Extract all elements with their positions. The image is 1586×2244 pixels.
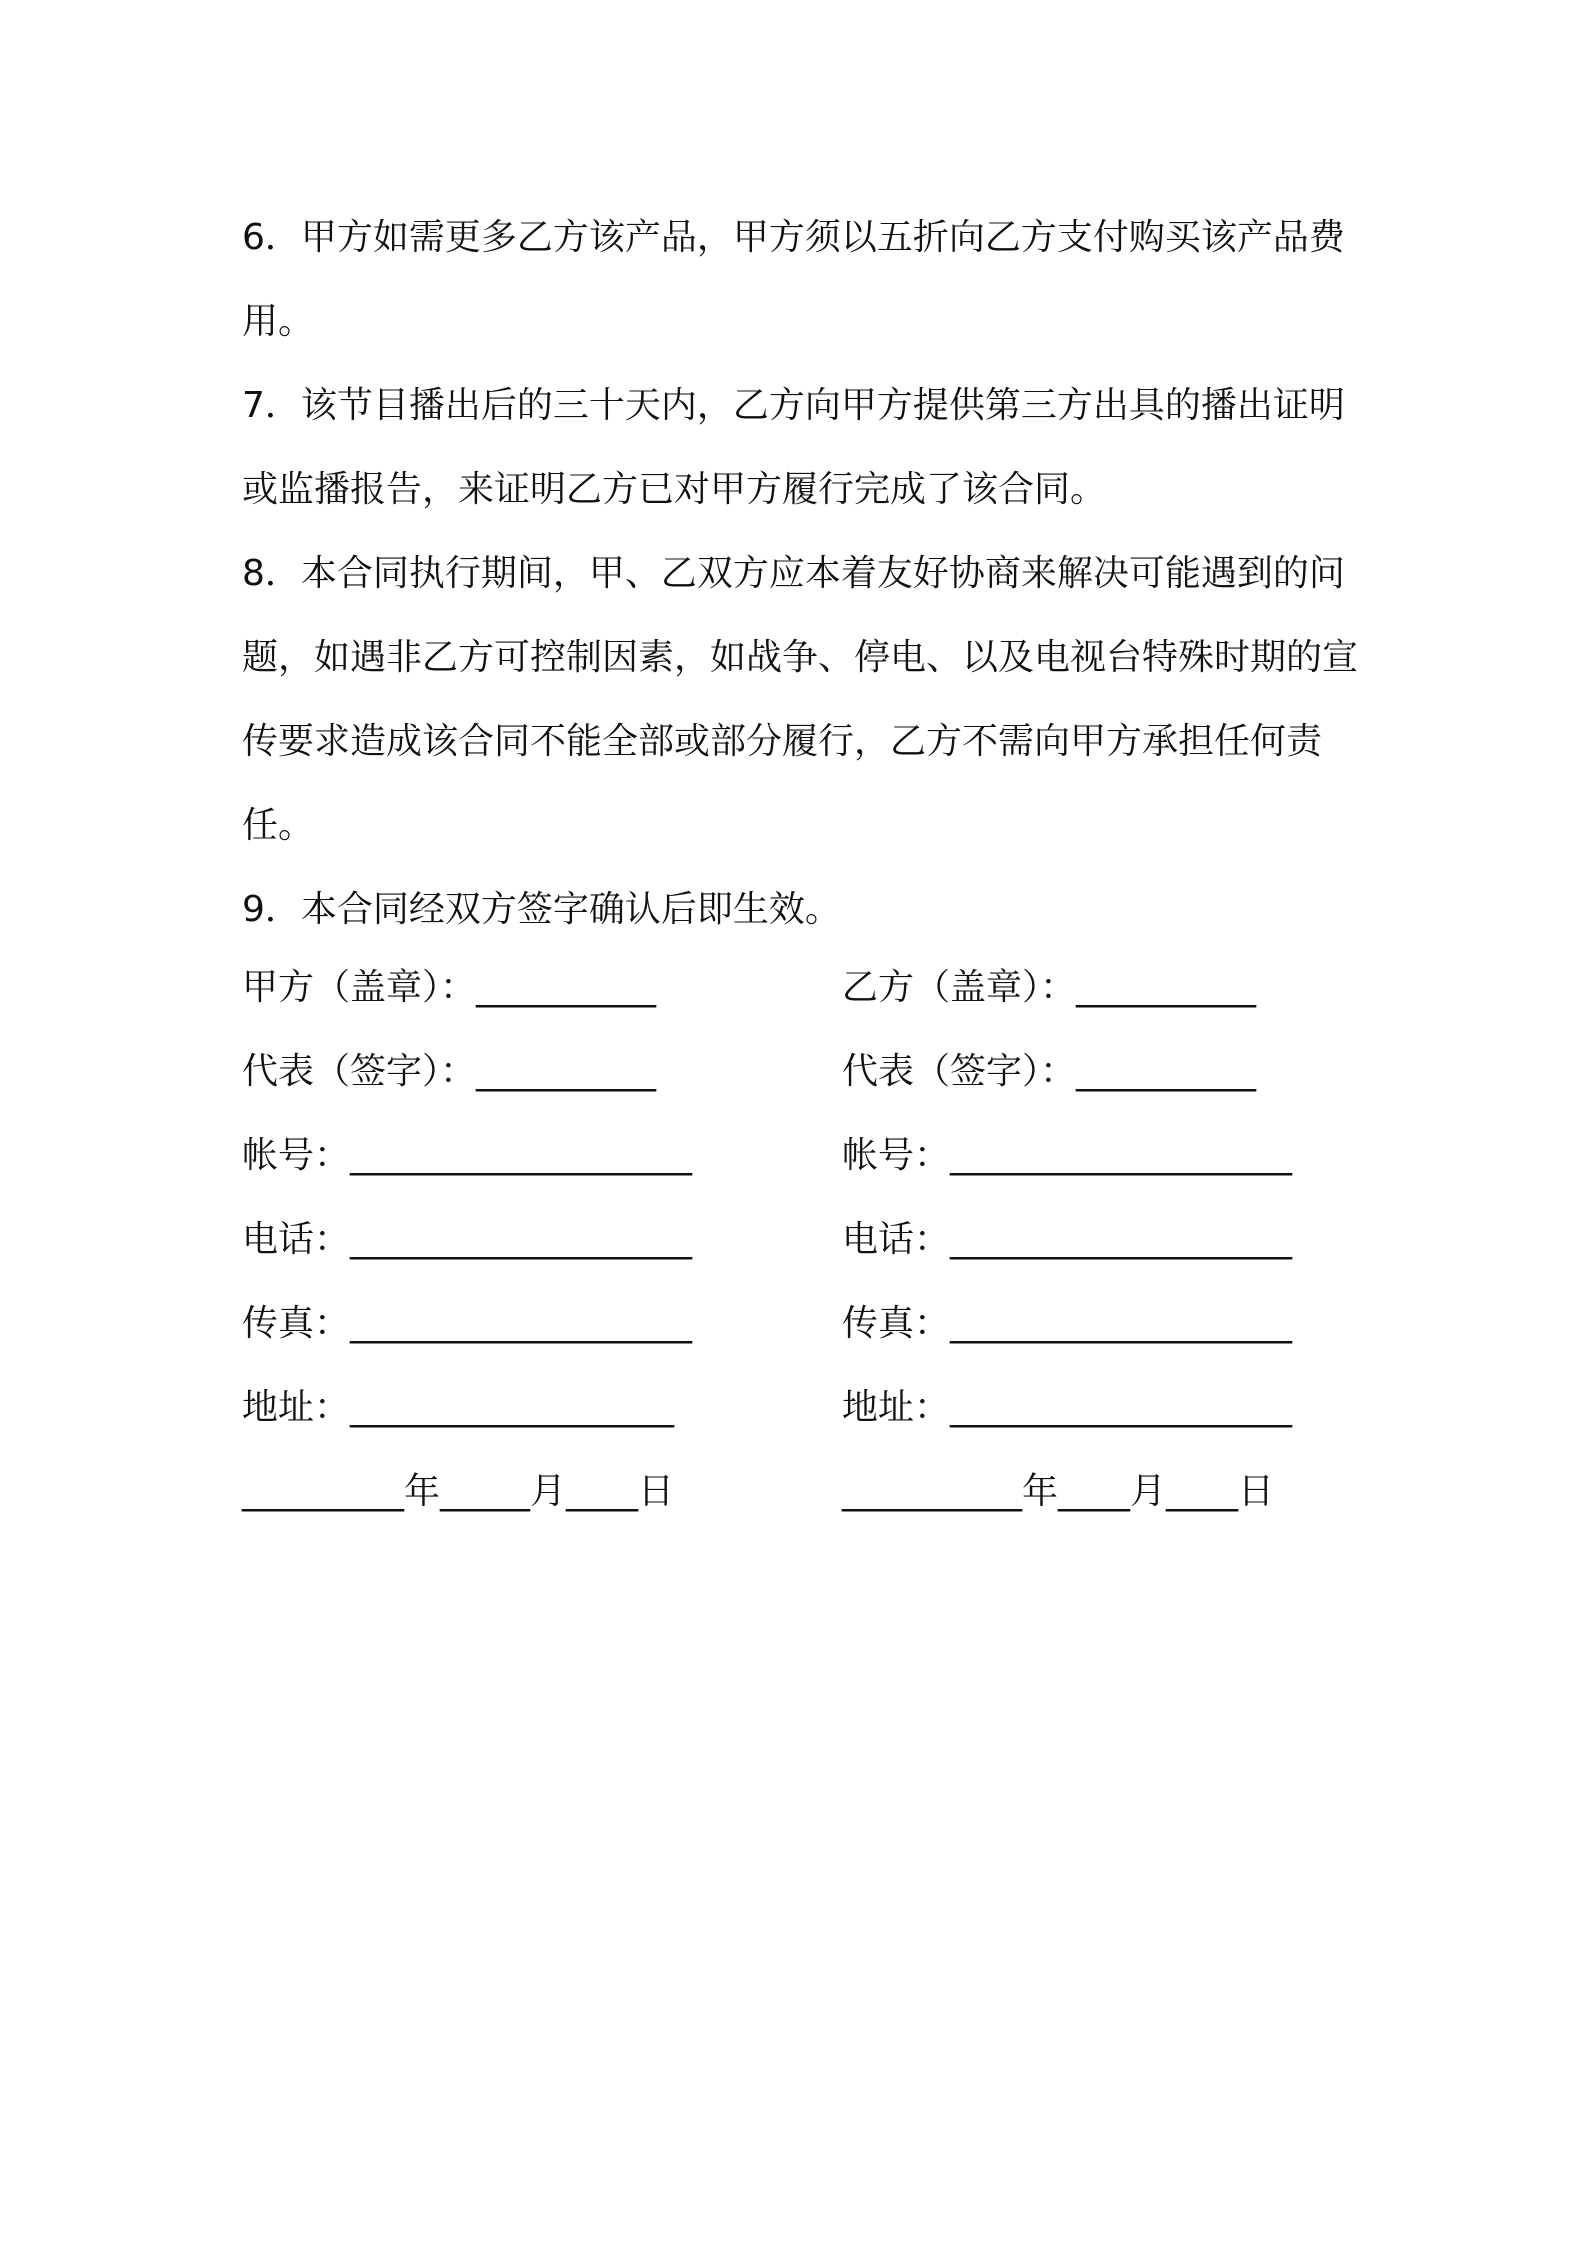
clause-7 xyxy=(242,364,1362,532)
party-b-seal: 乙方（盖章）：__________ xyxy=(842,967,1257,1008)
party-a-seal: 甲方（盖章）：__________ xyxy=(242,967,657,1008)
party-b-fax: 传真：___________________ xyxy=(842,1303,1293,1344)
party-b-phone: 电话：___________________ xyxy=(842,1219,1293,1260)
party-a-account: 帐号：___________________ xyxy=(242,1135,693,1176)
party-a-date: _________年_____月____日 xyxy=(242,1471,674,1512)
signature-row-seal xyxy=(242,946,1362,1030)
party-a-address: 地址：__________________ xyxy=(242,1387,675,1428)
signature-block xyxy=(242,946,1362,1534)
signature-row-representative xyxy=(242,1030,1362,1114)
party-b-account: 帐号：___________________ xyxy=(842,1135,1293,1176)
party-b-representative: 代表（签字）：__________ xyxy=(842,1051,1257,1092)
clause-8 xyxy=(242,532,1362,868)
clause-7-text: 7．该节目播出后的三十天内，乙方向甲方提供第三方出具的播出证明或监播报告，来证明乙方已对甲方履行完成了该合同。 xyxy=(242,385,1345,510)
party-a-representative: 代表（签字）：__________ xyxy=(242,1051,657,1092)
signature-row-phone xyxy=(242,1198,1362,1282)
clause-9 xyxy=(242,868,1362,952)
signature-row-fax xyxy=(242,1282,1362,1366)
signature-row-address xyxy=(242,1366,1362,1450)
party-a-phone: 电话：___________________ xyxy=(242,1219,693,1260)
clause-9-text: 9．本合同经双方签字确认后即生效。 xyxy=(242,889,841,930)
contract-clauses xyxy=(242,196,1362,952)
signature-row-account xyxy=(242,1114,1362,1198)
clause-6 xyxy=(242,196,1362,364)
party-b-date: __________年____月____日 xyxy=(842,1471,1274,1512)
clause-6-text: 6．甲方如需更多乙方该产品，甲方须以五折向乙方支付购买该产品费用。 xyxy=(242,217,1345,342)
signature-row-date xyxy=(242,1450,1362,1534)
clause-8-text: 8．本合同执行期间，甲、乙双方应本着友好协商来解决可能遇到的问题，如遇非乙方可控制因素，如战争、停电、以及电视台特殊时期的宣传要求造成该合同不能全部或部分履行，乙方不需向甲方承担任何责任。 xyxy=(242,553,1359,846)
party-b-address: 地址：___________________ xyxy=(842,1387,1293,1428)
party-a-fax: 传真：___________________ xyxy=(242,1303,693,1344)
